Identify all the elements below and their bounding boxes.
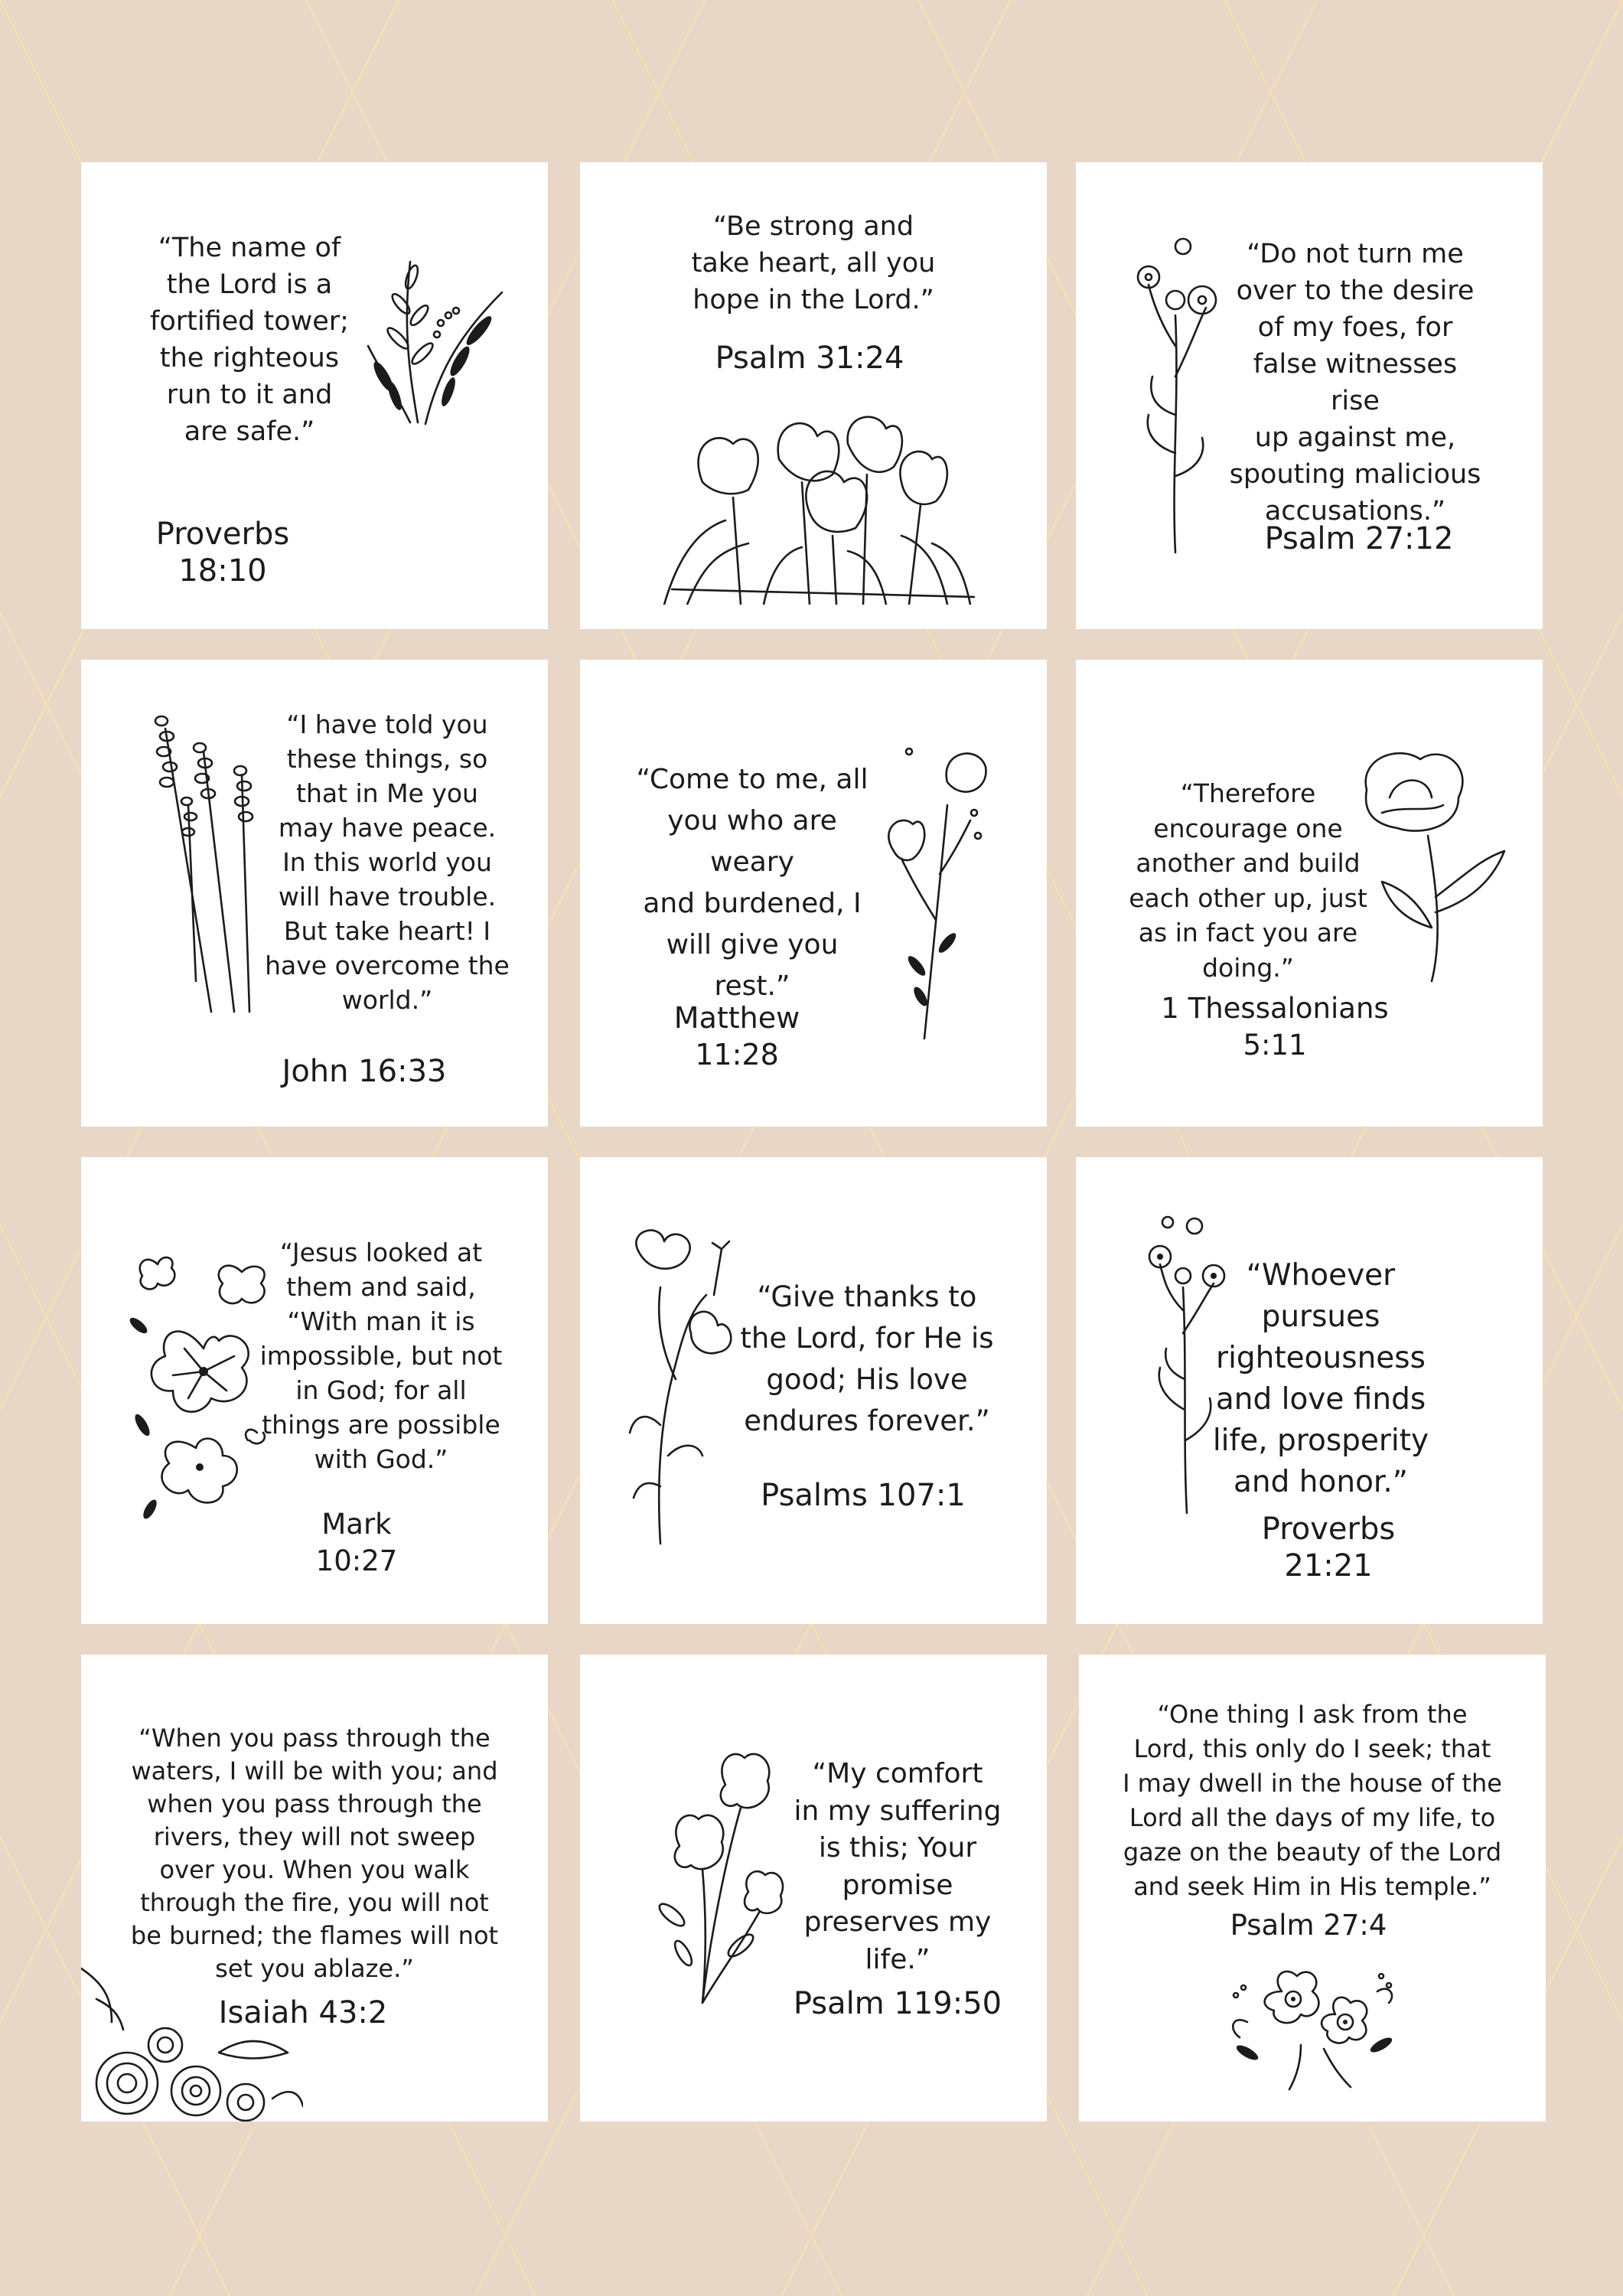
verse-reference: Psalms 107:1 (761, 1478, 966, 1513)
verse-reference: Isaiah 43:2 (218, 1995, 388, 2030)
anemone-bouquet-icon (641, 1746, 794, 2007)
verse-quote: “Come to me, all you who are weary and burdened, I will give you rest.” (636, 764, 869, 1002)
verse-card-psalms-107-1 (580, 1157, 1047, 1624)
verse-quote: “Jesus looked at them and said, “With man it is impossible, but not in God; for all things are possible with God.” (259, 1238, 503, 1474)
verse-quote: “I have told you these things, so that in Me you may have peace. In this world you will have trouble. But take heart! I have overcome the world.” (265, 709, 510, 1015)
verse-card-psalm-27-12 (1076, 162, 1543, 629)
verse-quote: “Give thanks to the Lord, for He is good; His love endures forever.” (740, 1280, 994, 1437)
floral-cluster-icon (1224, 1961, 1400, 2091)
verse-quote: “Therefore encourage one another and build each other up, just as in fact you are doing.” (1129, 778, 1367, 983)
verse-reference: Mark 10:27 (315, 1508, 398, 1577)
poppy-line-icon (614, 1226, 745, 1548)
wildflower-stem-icon (1145, 1211, 1237, 1517)
peony-icon (1344, 744, 1520, 989)
verse-quote: “Whoever pursues righteousness and love finds life, prosperity and honor.” (1212, 1258, 1429, 1499)
verse-card-1-thessalonians-5-11 (1076, 660, 1543, 1127)
verse-quote: “My comfort in my suffering is this; Your promise preserves my life.” (794, 1758, 1002, 1975)
verse-card-proverbs-21-21 (1076, 1157, 1543, 1624)
verse-quote: “Do not turn me over to the desire of my foes, for false witnesses rise up against me, spouting malicious accusations.” (1229, 239, 1481, 527)
verse-card-psalm-27-4 (1079, 1655, 1546, 2122)
verse-quote: “When you pass through the waters, I will be with you; and when you pass through the rivers, they will not sweep over you. When you walk through the fire, you will not be burned; the flames will not set you ablaze.” (130, 1724, 499, 1983)
verse-card-isaiah-43-2 (81, 1655, 548, 2122)
lavender-icon (119, 706, 272, 1019)
wildflower-stem-icon (1129, 223, 1237, 560)
hibiscus-bouquet-icon (127, 1234, 280, 1525)
verse-reference: Proverbs 21:21 (1261, 1512, 1396, 1583)
verse-reference: Proverbs 18:10 (155, 517, 290, 589)
verse-card-matthew-11-28 (580, 660, 1047, 1127)
verse-quote: “The name of the Lord is a fortified tower; the righteous run to it and are safe.” (150, 233, 349, 447)
rose-corner-icon (81, 1953, 303, 2122)
verse-reference: Matthew 11:28 (673, 1001, 800, 1071)
verse-reference: Psalm 31:24 (715, 341, 904, 376)
verse-card-mark-10-27 (81, 1157, 548, 1624)
verse-reference: Psalm 119:50 (793, 1986, 1002, 2021)
verse-reference: Psalm 27:4 (1230, 1909, 1387, 1942)
verse-card-psalm-31-24 (580, 162, 1047, 629)
verse-quote: “One thing I ask from the Lord, this only do I seek; that I may dwell in the house of the Lord all the days of my life, to gaze on the beauty of the Lord and seek Him in His temple.” (1123, 1700, 1502, 1901)
verse-quote: “Be strong and take heart, all you hope in the Lord.” (691, 211, 936, 315)
verse-reference: 1 Thessalonians 5:11 (1161, 992, 1389, 1062)
verse-reference: Psalm 27:12 (1264, 521, 1454, 556)
tulips-icon (657, 413, 978, 605)
verse-card-proverbs-18-10 (81, 162, 548, 629)
verse-card-john-16-33 (81, 660, 548, 1127)
leafy-sprigs-icon (364, 246, 517, 430)
verse-card-psalm-119-50 (580, 1655, 1047, 2122)
poppy-stem-icon (878, 736, 993, 1042)
verse-reference: John 16:33 (282, 1054, 447, 1089)
